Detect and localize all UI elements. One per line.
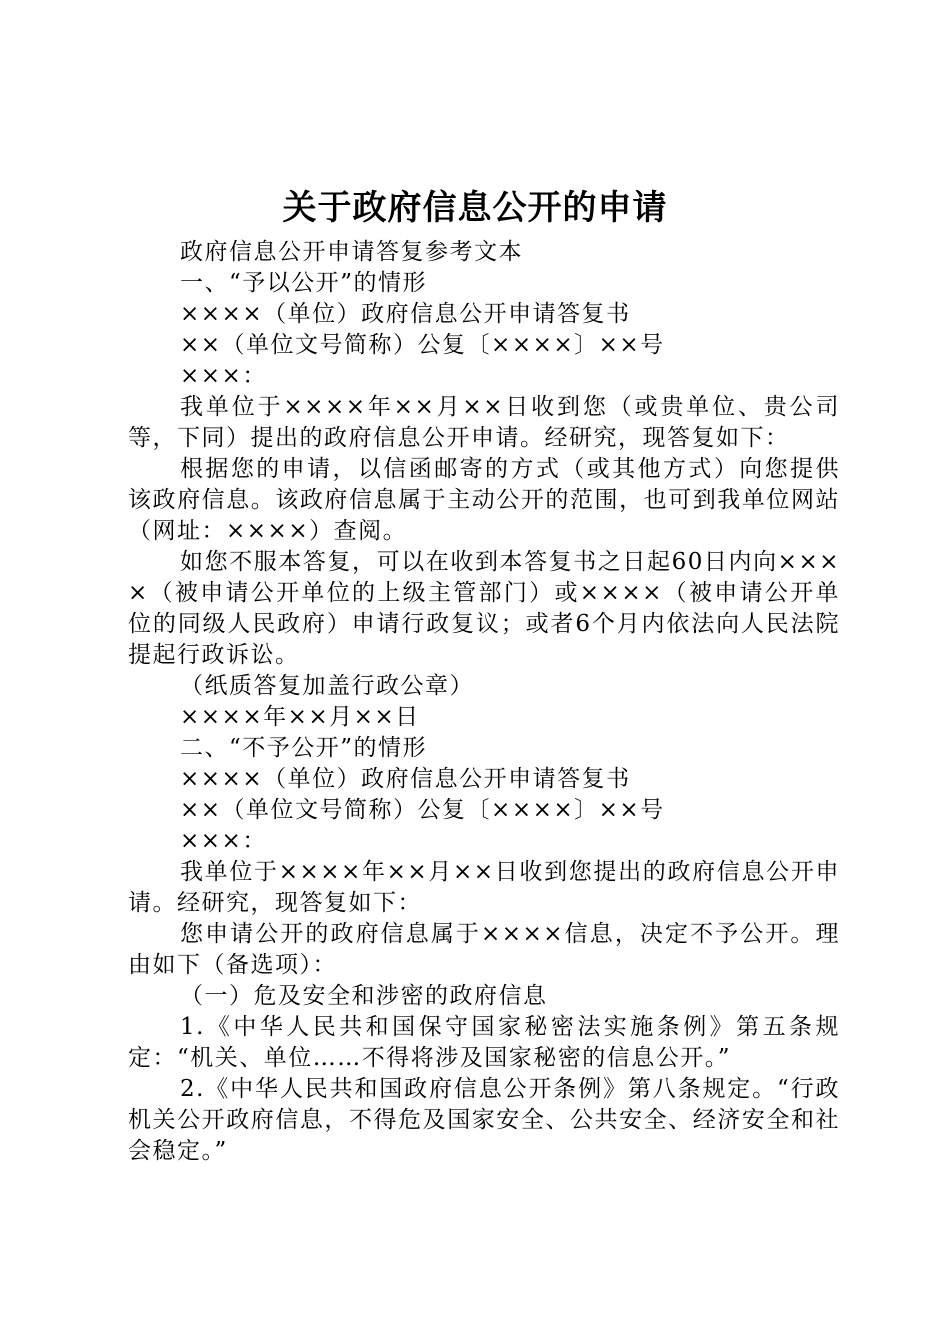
paragraph: 如您不服本答复，可以在收到本答复书之日起60日内向××××（被申请公开单位的上级主管部门）或××××（被申请公开单位的同级人民政府）申请行政复议；或者6个月内依法向人民法院提起行政诉讼。 xyxy=(128,549,840,668)
paragraph: 根据您的申请，以信函邮寄的方式（或其他方式）向您提供该政府信息。该政府信息属于主动公开的范围，也可到我单位网站（网址：××××）查阅。 xyxy=(128,456,840,544)
paragraph: ××（单位文号简称）公复〔××××〕××号 xyxy=(180,332,665,358)
document-body xyxy=(128,237,840,1167)
paragraph: 政府信息公开申请答复参考文本 xyxy=(180,239,523,265)
paragraph: ××××（单位）政府信息公开申请答复书 xyxy=(180,766,631,792)
paragraph: （纸质答复加盖行政公章） xyxy=(180,673,474,699)
paragraph: ××（单位文号简称）公复〔××××〕××号 xyxy=(180,797,665,823)
document-title: 关于政府信息公开的申请 xyxy=(282,188,668,228)
section-heading: 一、“予以公开”的情形 xyxy=(180,270,428,296)
paragraph: ×××： xyxy=(180,828,267,854)
paragraph: 我单位于××××年××月××日收到您（或贵单位、贵公司等，下同）提出的政府信息公开申请。经研究，现答复如下： xyxy=(128,394,840,451)
paragraph: ×××： xyxy=(180,363,267,389)
paragraph: 1.《中华人民共和国保守国家秘密法实施条例》第五条规定：“机关、单位……不得将涉及国家秘密的信息公开。” xyxy=(128,1014,840,1071)
paragraph: 2.《中华人民共和国政府信息公开条例》第八条规定。“行政机关公开政府信息，不得危及国家安全、公共安全、经济安全和社会稳定。” xyxy=(128,1076,840,1164)
paragraph: 我单位于××××年××月××日收到您提出的政府信息公开申请。经研究，现答复如下： xyxy=(128,859,840,916)
paragraph: ××××（单位）政府信息公开申请答复书 xyxy=(180,301,631,327)
paragraph: 您申请公开的政府信息属于××××信息，决定不予公开。理由如下（备选项）： xyxy=(128,921,840,978)
paragraph: ××××年××月××日 xyxy=(180,704,420,730)
section-heading: 二、“不予公开”的情形 xyxy=(180,735,428,761)
paragraph: （一）危及安全和涉密的政府信息 xyxy=(180,983,548,1009)
